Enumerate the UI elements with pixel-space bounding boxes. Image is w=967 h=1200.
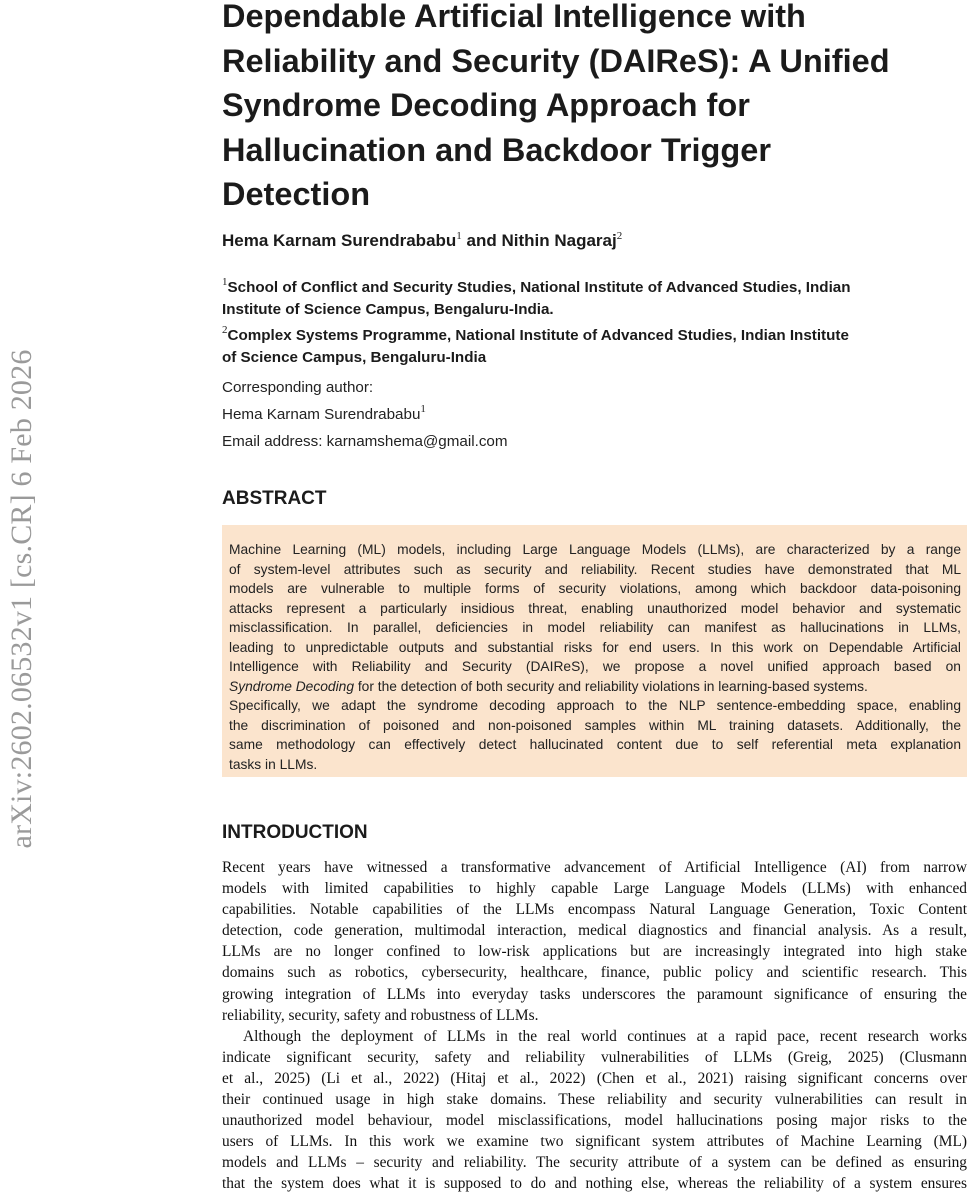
body-line: Recent years have witnessed a transformative advancement of Artificial Intelligence (AI) from narrow xyxy=(222,859,967,876)
arxiv-sidebar xyxy=(2,293,42,905)
abstract-line: attacks represent a particularly insidious threat, enabling unauthorized model behavior and systematic xyxy=(229,600,961,616)
affiliation-marker: 2 xyxy=(616,230,623,242)
affiliation-marker: 1 xyxy=(222,276,228,288)
affiliation-marker: 1 xyxy=(456,230,462,242)
affiliation-text: of Science Campus, Bengaluru-India xyxy=(222,348,487,366)
body-line: their continued usage in high stake domains. These reliability and security vulnerabilities can result in xyxy=(222,1091,967,1109)
abstract-line: Specifically, we adapt the syndrome decoding approach to the NLP sentence-embedding space, enabling xyxy=(229,698,961,713)
corresponding-name-row xyxy=(222,399,426,426)
abstract-line: tasks in LLMs. xyxy=(229,756,318,772)
corresponding-name: Hema Karnam Surendrababu xyxy=(222,405,421,423)
body-line: domains such as robotics, cybersecurity, healthcare, finance, public policy and scientific research. This xyxy=(222,964,967,982)
corresponding-label: Corresponding author: xyxy=(222,379,374,396)
title-line: Reliability and Security (DAIReS): A Unified xyxy=(222,42,890,79)
title-line: Detection xyxy=(222,176,371,212)
affiliation-marker: 2 xyxy=(222,324,228,336)
body-line: capabilities. Notable capabilities of the LLMs encompass Natural Language Generation, Toxic Content xyxy=(222,901,967,919)
body-line: models and LLMs – security and reliability. The security attribute of a system can be defined as ensuring xyxy=(222,1154,967,1172)
author-list xyxy=(222,230,622,251)
body-line: LLMs are no longer confined to low-risk applications but are increasingly integrated into high stake xyxy=(222,943,967,961)
author-name: Hema Karnam Surendrababu xyxy=(222,231,457,250)
introduction-body xyxy=(222,857,967,1195)
body-line: reliability, security, safety and robustness of LLMs. xyxy=(222,1006,539,1024)
abstract-line: of system-level attributes such as security and reliability. Recent studies have demonstrated that ML xyxy=(229,561,961,577)
body-line: indicate significant security, safety and reliability vulnerabilities of LLMs (Greig, 2025) (Clusmann xyxy=(222,1048,967,1066)
title-line: Hallucination and Backdoor Trigger xyxy=(222,131,771,168)
body-line: growing integration of LLMs into everyday tasks underscores the paramount significance of ensuring the xyxy=(222,985,967,1003)
author-name: Nithin Nagaraj xyxy=(501,231,617,250)
body-line: unauthorized model behaviour, model misclassifications, model hallucinations posing major risks to the xyxy=(222,1112,967,1130)
affiliation-text: Institute of Science Campus, Bengaluru-India. xyxy=(222,300,554,318)
abstract-heading: ABSTRACT xyxy=(222,488,327,509)
abstract-line: models are vulnerable to multiple forms of security violations, among which backdoor data-poisoning xyxy=(229,581,961,596)
corresponding-author xyxy=(222,377,426,425)
author-separator: and xyxy=(461,231,502,250)
abstract-line xyxy=(229,677,961,697)
introduction-heading: INTRODUCTION xyxy=(222,822,368,843)
email-address: Email address: karnamshema@gmail.com xyxy=(222,433,508,450)
abstract-line: the discrimination of poisoned and non-poisoned samples within ML training datasets. Additionally, the xyxy=(229,717,961,733)
title-line: Syndrome Decoding Approach for xyxy=(222,87,750,123)
body-line: users of LLMs. In this work we examine two significant system attributes of Machine Learning (ML) xyxy=(222,1133,967,1151)
body-line: et al., 2025) (Li et al., 2022) (Hitaj et al., 2022) (Chen et al., 2021) raising significant concerns over xyxy=(222,1069,967,1087)
paper-title xyxy=(222,0,967,217)
affiliation-text: School of Conflict and Security Studies, National Institute of Advanced Studies, Indian xyxy=(227,279,851,296)
affiliation-marker: 1 xyxy=(420,402,426,415)
body-line: detection, code generation, multimodal interaction, medical diagnostics and financial analysis. As a result, xyxy=(222,922,967,940)
abstract-line-rest: for the detection of both security and reliability violations in learning-based systems. xyxy=(354,678,868,694)
body-line: models with limited capabilities to highly capable Large Language Models (LLMs) with enhanced xyxy=(222,880,967,898)
affiliation-2 xyxy=(222,320,967,347)
abstract-box xyxy=(222,525,967,777)
abstract-line: Machine Learning (ML) models, including Large Language Models (LLMs), are characterized by a range xyxy=(229,542,961,557)
affiliations xyxy=(222,272,967,368)
abstract-line: Intelligence with Reliability and Security (DAIReS), we propose a novel unified approach based on xyxy=(229,659,961,674)
title-line: Dependable Artificial Intelligence with xyxy=(222,0,806,34)
abstract-line: leading to unpredictable outputs and substantial risks for end users. In this work on Dependable Artificial xyxy=(229,639,961,655)
body-line: Although the deployment of LLMs in the real world continues at a rapid pace, recent research works xyxy=(243,1027,967,1045)
arxiv-identifier: arXiv:2602.06532v1 [cs.CR] 6 Feb 2026 xyxy=(5,349,38,849)
abstract-line: same methodology can effectively detect hallucinated content due to self referential meta explanation xyxy=(229,737,961,752)
affiliation-1 xyxy=(222,272,967,299)
affiliation-text: Complex Systems Programme, National Institute of Advanced Studies, Indian Institute xyxy=(227,327,849,344)
abstract-line: misclassification. In parallel, deficiencies in model reliability can manifest as hallucinations in LLMs, xyxy=(229,620,961,635)
abstract-italic-term: Syndrome Decoding xyxy=(229,678,355,694)
body-line: that the system does what it is supposed to do and nothing else, whereas the reliability of a system ensures xyxy=(222,1175,967,1193)
